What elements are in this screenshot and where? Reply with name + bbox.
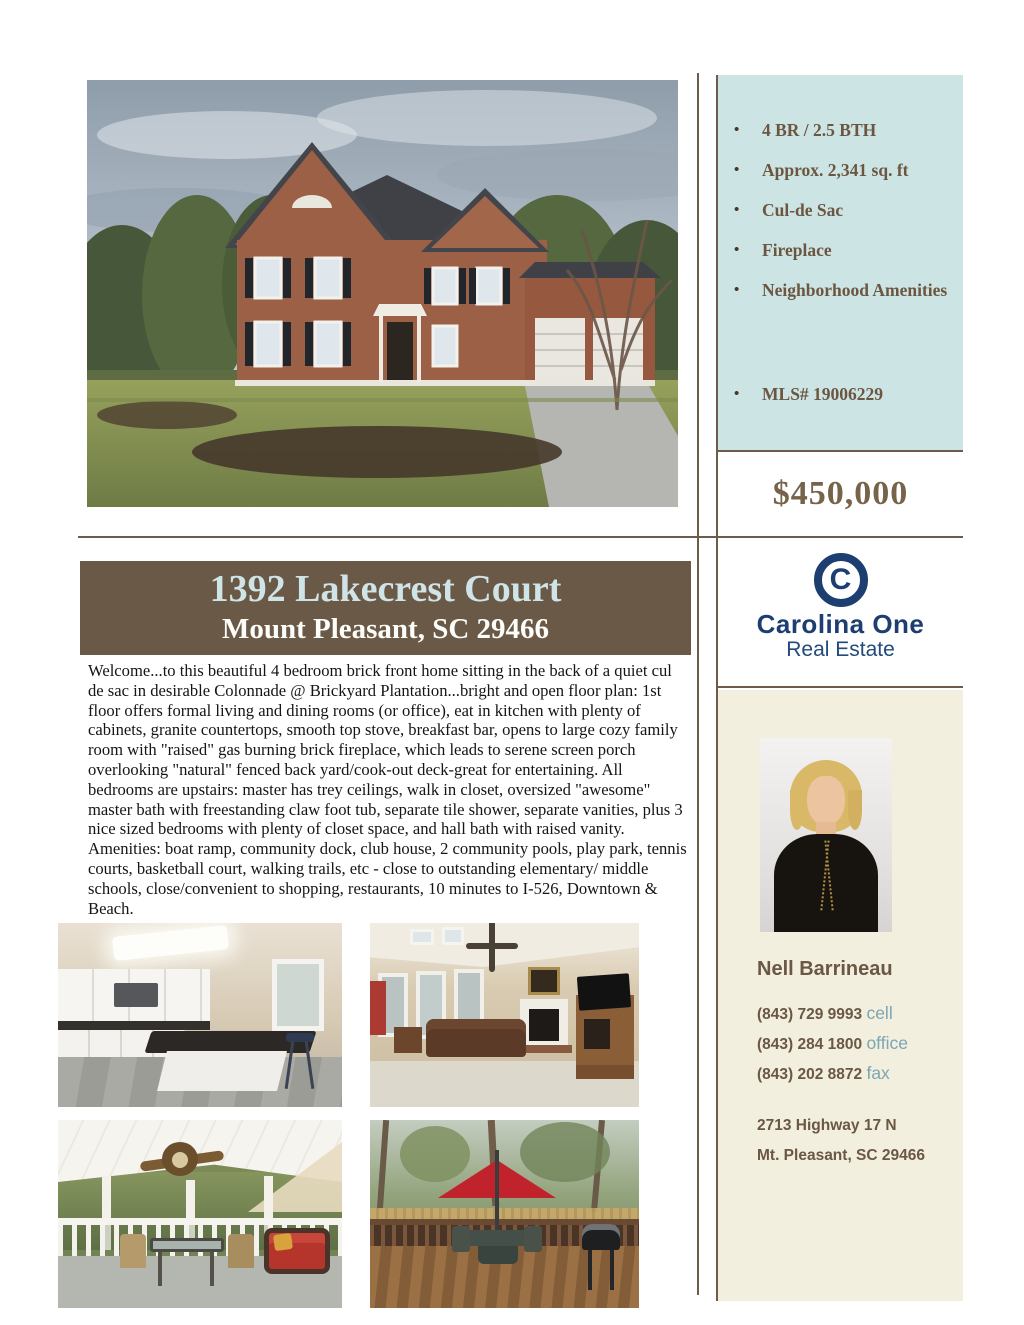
photo-shape: [790, 790, 804, 830]
feature-label: Fireplace: [762, 240, 832, 260]
agent-phone-list: [757, 1004, 908, 1094]
brokerage-division: Real Estate: [786, 638, 895, 661]
feature-label: Neighborhood Amenities: [762, 280, 948, 300]
photo-shape: [120, 1234, 146, 1268]
photo-shape: [377, 1120, 389, 1210]
feature-item: [734, 201, 955, 219]
agent-name: Nell Barrineau: [757, 958, 893, 980]
carolina-one-monogram-icon: C: [814, 553, 868, 607]
photo-shape: [58, 1021, 210, 1030]
photo-shape: [452, 1226, 470, 1252]
feature-label: 4 BR / 2.5 BTH: [762, 120, 877, 140]
grill: [588, 1250, 592, 1290]
photo-shape: [478, 1246, 518, 1264]
property-title-banner: [80, 561, 691, 655]
property-description: Welcome...to this beautiful 4 bedroom brick front home sitting in the back of a quiet cul de sac in desirable Colonnade @ Brickyard Plantation...bright and open floor plan: 1st floor offers formal living and dining rooms (or office), eat in kitchen with plenty of cabinets, granite countertops, smooth top stove, breakfast bar, opens to large cozy family room with "raised" gas burning brick fireplace, which leads to serene screen porch overlooking "natural" fenced back yard/cook-out deck-great for entertaining. All bedrooms are upstairs: master has trey ceilings, walk in closet, oversized "awesome" master bath with freestanding claw foot tub, separate tile shower, separate vanities, plus 3 nice sized bedrooms with plenty of closet space, and hall bath with raised vanity. Amenities: boat ramp, community dock, club house, 2 community pools, play park, tennis courts, basketball court, walking trails, etc - close to outstanding elementary/ middle schools, close/convenient to shopping, restaurants, 10 minutes to I-526, Downtown & Beach.: [88, 661, 687, 918]
office-address: [757, 1111, 925, 1171]
agent-phone-office: [757, 1034, 908, 1054]
photo-shape: [394, 1027, 422, 1053]
photo-shape: [524, 1226, 542, 1252]
mls-number-item: [734, 385, 955, 403]
phone-number: (843) 202 8872: [757, 1066, 863, 1083]
sofa: [426, 1019, 526, 1057]
vertical-divider-line: [697, 73, 699, 1295]
office-address-line1: 2713 Highway 17 N: [757, 1117, 897, 1134]
kitchen-photo: [58, 923, 342, 1107]
photo-shape: [157, 1051, 287, 1091]
feature-label: Cul-de Sac: [762, 200, 844, 220]
photo-shape: [400, 1126, 470, 1182]
grill: [582, 1224, 620, 1250]
agent-phone-cell: [757, 1004, 908, 1024]
photo-shape: [114, 983, 158, 1007]
phone-number: (843) 284 1800: [757, 1036, 863, 1053]
photo-shape: [442, 927, 464, 945]
photo-shape: [272, 959, 324, 1031]
ceiling-fan: [172, 1152, 188, 1168]
office-address-line2: Mt. Pleasant, SC 29466: [757, 1147, 925, 1164]
phone-label: fax: [866, 1063, 890, 1083]
photo-shape: [848, 790, 862, 830]
photo-shape: [410, 929, 434, 945]
phone-label: cell: [866, 1003, 893, 1023]
bullet-icon: •: [734, 282, 740, 298]
house-exterior-photo: [87, 80, 678, 507]
house-exterior-illustration: [87, 80, 678, 507]
railing: [58, 1218, 342, 1225]
feature-label: Approx. 2,341 sq. ft: [762, 160, 909, 180]
photo-shape: [807, 776, 845, 826]
photo-shape: [370, 981, 386, 1035]
feature-item: [734, 121, 955, 139]
price: $450,000: [772, 475, 909, 512]
grill: [610, 1250, 614, 1290]
feature-item: [734, 281, 955, 299]
feature-item: [734, 161, 955, 179]
photo-shape: [273, 1233, 293, 1251]
bullet-icon: •: [734, 386, 740, 402]
brokerage-logo: [718, 538, 963, 688]
photo-shape: [112, 925, 229, 961]
photo-shape: [520, 1122, 610, 1182]
photo-shape: [584, 1019, 610, 1049]
agent-panel: [718, 690, 963, 1301]
bullet-icon: •: [734, 122, 740, 138]
phone-label: office: [866, 1033, 908, 1053]
photo-shape: [286, 1033, 314, 1042]
price-box: [718, 452, 963, 536]
property-title: 1392 Lakecrest Court: [209, 568, 562, 610]
features-box: [718, 75, 963, 452]
fireplace: [529, 1009, 559, 1041]
ceiling-fan: [489, 923, 495, 972]
tv: [577, 973, 631, 1011]
screened-porch-photo: [58, 1120, 342, 1308]
phone-number: (843) 729 9993: [757, 1006, 863, 1023]
patio-table: [466, 1230, 528, 1246]
family-room-photo: [370, 923, 639, 1107]
photo-shape: [158, 1252, 162, 1286]
patio-table: [150, 1238, 224, 1252]
agent-phone-fax: [757, 1064, 908, 1084]
photo-shape: [528, 967, 560, 995]
mls-number: MLS# 19006229: [762, 384, 884, 404]
brokerage-name: Carolina One: [756, 609, 925, 639]
red-umbrella: [495, 1150, 499, 1236]
back-deck-photo: [370, 1120, 639, 1308]
bullet-icon: •: [734, 162, 740, 178]
photo-shape: [228, 1234, 254, 1268]
photo-shape: [210, 1252, 214, 1286]
bullet-icon: •: [734, 242, 740, 258]
feature-item: [734, 241, 955, 259]
property-subtitle: Mount Pleasant, SC 29466: [221, 613, 550, 645]
agent-headshot-photo: [760, 738, 892, 932]
bullet-icon: •: [734, 202, 740, 218]
